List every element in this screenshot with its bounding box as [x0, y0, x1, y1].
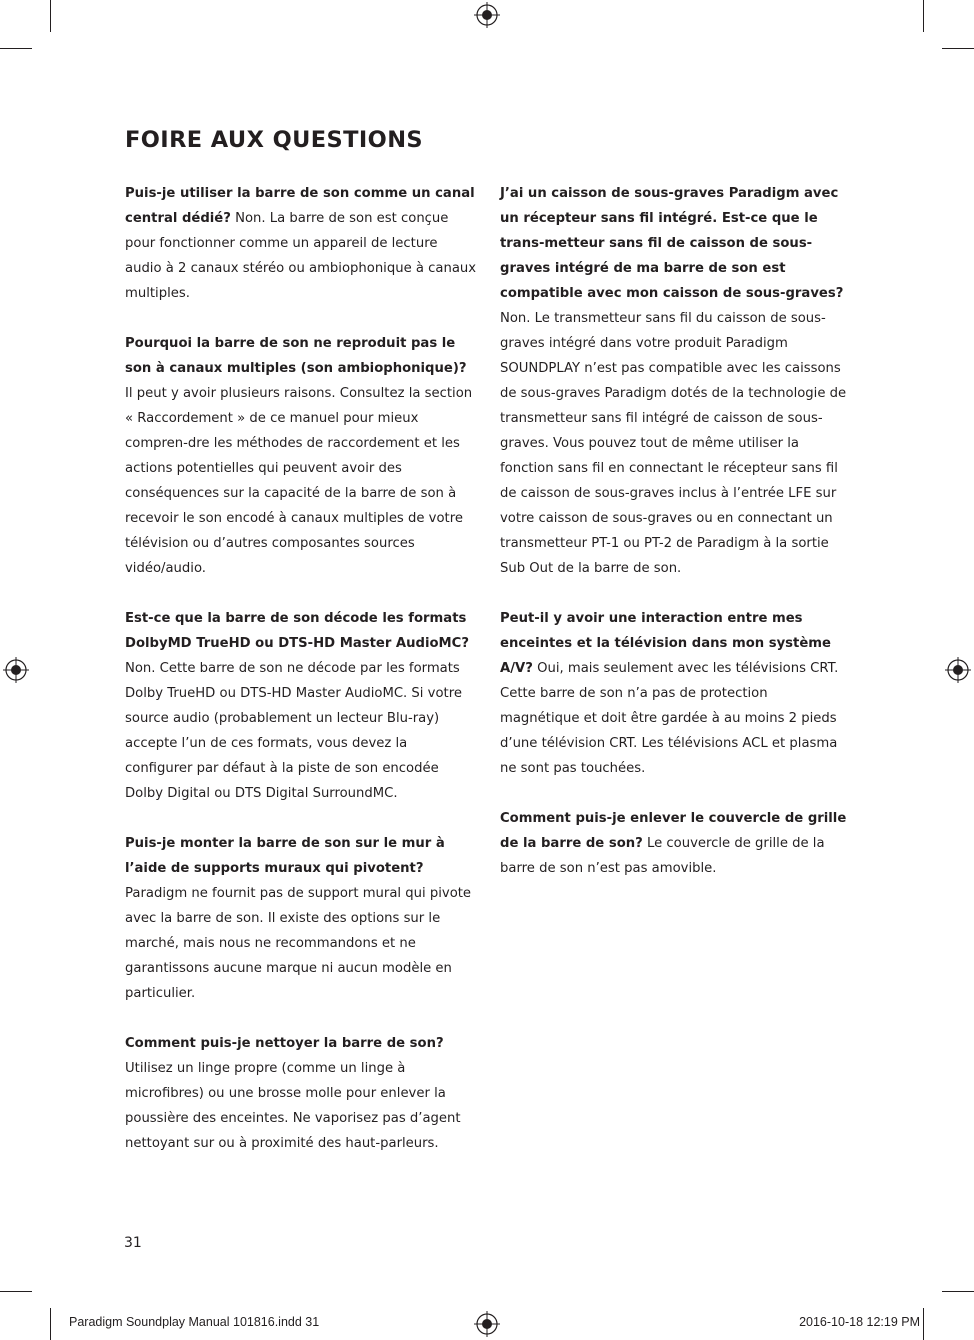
faq-answer: Le couvercle de grille de la barre de son n’est pas amovible. — [500, 836, 825, 876]
faq-item — [125, 331, 477, 581]
slug-date: 2016-10-18 12:19 PM — [799, 1315, 920, 1329]
crop-mark-bottom-right-vertical — [923, 1308, 924, 1340]
faq-item — [500, 806, 850, 881]
crop-mark-bottom-right-horizontal — [942, 1291, 974, 1292]
faq-question: Comment puis-je nettoyer la barre de son? — [125, 1036, 444, 1051]
registration-mark-icon — [474, 1311, 500, 1337]
faq-question: J’ai un caisson de sous-graves Paradigm avec un récepteur sans fil intégré. Est-ce que le trans-metteur sans fil de caisson de sous-graves intégré de ma barre de son est compatible avec mon caisson de sous-graves? — [500, 186, 844, 301]
crop-mark-bottom-left-horizontal — [0, 1291, 32, 1292]
faq-question: Peut-il y avoir une interaction entre mes enceintes et la télévision dans mon système A/V? — [500, 611, 831, 676]
faq-answer: Non. Cette barre de son ne décode par les formats Dolby TrueHD ou DTS-HD Master AudioMC. Si votre source audio (probablement un lecteur Blu-ray) accepte l’un de ces formats, vous devez la configurer par défaut à la piste de son encodée Dolby Digital ou DTS Digital SurroundMC. — [125, 661, 462, 801]
page-number: 31 — [124, 1235, 142, 1251]
faq-answer: Utilisez un linge propre (comme un linge à microfibres) ou une brosse molle pour enlever la poussière des enceintes. Ne vaporisez pas d’agent nettoyant sur ou à proximité des haut-parleurs. — [125, 1061, 461, 1151]
faq-item — [500, 181, 850, 581]
crop-mark-bottom-left-vertical — [50, 1308, 51, 1340]
faq-right-column — [500, 181, 850, 906]
registration-mark-icon — [474, 2, 500, 28]
faq-item — [500, 606, 850, 781]
crop-mark-top-left-horizontal — [0, 48, 32, 49]
faq-question: Pourquoi la barre de son ne reproduit pas le son à canaux multiples (son ambiophonique)? — [125, 336, 467, 376]
registration-mark-icon — [3, 657, 29, 683]
slug-filename: Paradigm Soundplay Manual 101816.indd 31 — [69, 1315, 320, 1329]
crop-mark-top-right-horizontal — [942, 48, 974, 49]
faq-item — [125, 606, 477, 806]
faq-item — [125, 831, 477, 1006]
crop-mark-top-left-vertical — [50, 0, 51, 32]
faq-answer: Non. Le transmetteur sans fil du caisson de sous-graves intégré dans votre produit Paradigm SOUNDPLAY n’est pas compatible avec les caissons de sous-graves Paradigm dotés de la technologie de transmetteur sans fil intégré de caisson de sous-graves. Vous pouvez tout de même utiliser la fonction sans fil en connectant le récepteur sans fil de caisson de sous-graves inclus à l’entrée LFE sur votre caisson de sous-graves ou en connectant un transmetteur PT-1 ou PT-2 de Paradigm à la sortie Sub Out de la barre de son. — [500, 311, 847, 576]
faq-answer: Il peut y avoir plusieurs raisons. Consultez la section « Raccordement » de ce manuel pour mieux compren-dre les méthodes de raccordement et les actions potentielles qui peuvent avoir des conséquences sur la capacité de la barre de son à recevoir le son encodé à canaux multiples de votre télévision ou d’autres composantes sources vidéo/audio. — [125, 386, 473, 576]
faq-question: Comment puis-je enlever le couvercle de grille de la barre de son? — [500, 811, 847, 851]
faq-answer: Non. La barre de son est conçue pour fonctionner comme un appareil de lecture audio à 2 canaux stéréo ou ambiophonique à canaux multiples. — [125, 211, 477, 301]
faq-question: Puis-je monter la barre de son sur le mur à l’aide de supports muraux qui pivotent? — [125, 836, 445, 876]
crop-mark-top-right-vertical — [923, 0, 924, 32]
faq-answer: Paradigm ne fournit pas de support mural qui pivote avec la barre de son. Il existe des options sur le marché, mais nous ne recommandons et ne garantissons aucune marque ni aucun modèle en particulier. — [125, 886, 472, 1001]
faq-item — [125, 181, 477, 306]
faq-answer: Oui, mais seulement avec les télévisions CRT. Cette barre de son n’a pas de protection magnétique et doit être gardée à au moins 2 pieds d’une télévision CRT. Les télévisions ACL et plasma ne sont pas touchées. — [500, 661, 839, 776]
faq-item — [125, 1031, 477, 1156]
faq-question: Est-ce que la barre de son décode les formats DolbyMD TrueHD ou DTS-HD Master AudioMC? — [125, 611, 469, 651]
faq-question: Puis-je utiliser la barre de son comme un canal central dédié? — [125, 186, 475, 226]
page-title: FOIRE AUX QUESTIONS — [125, 127, 424, 153]
registration-mark-icon — [945, 657, 971, 683]
faq-left-column — [125, 181, 477, 1181]
